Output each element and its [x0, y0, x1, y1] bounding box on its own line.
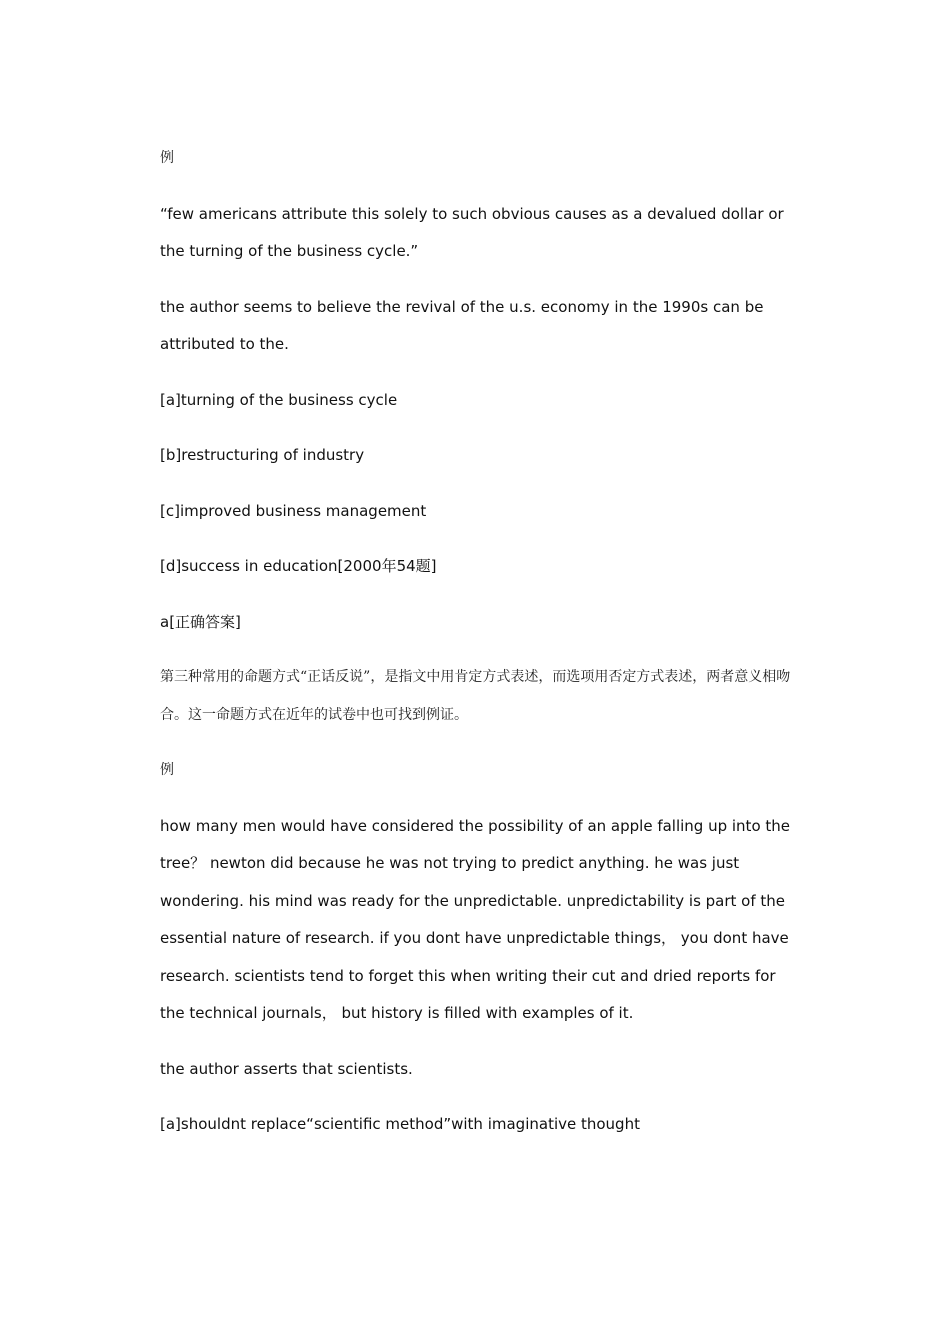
passage-paragraph: how many men would have considered the possibility of an apple falling up into the tree？ newton did because he was not trying to predict anything. he was just wondering. his mind was ready for the unpredictable. unpredictability is part of the essential nature of research. if you dont have unpredictable things， you dont have research. scientists tend to forget this when writing their cut and dried reports for the technical journals， but history is filled with examples of it. — [160, 816, 790, 1022]
quoted-sentence: “few americans attribute this solely to such obvious causes as a devalued dollar or the turning of the business cycle.” — [160, 204, 784, 260]
explanation-paragraph: 第三种常用的命题方式“正话反说”，是指文中用肯定方式表述，而选项用否定方式表述，两者意义相吻合。这一命题方式在近年的试卷中也可找到例证。 — [160, 669, 791, 723]
question-stem: the author seems to believe the revival of the u.s. economy in the 1990s can be attributed to the. — [160, 297, 764, 353]
option-b: [b]restructuring of industry — [160, 446, 365, 464]
option-a: [a]shouldnt replace“scientific method”with imaginative thought — [160, 1115, 640, 1133]
option-a: [a]turning of the business cycle — [160, 390, 398, 409]
example-label: 例 — [160, 150, 174, 166]
document-body — [160, 140, 800, 1144]
option-d: [d]success in education[2000年54题] — [160, 557, 437, 575]
question-stem: the author asserts that scientists. — [160, 1059, 413, 1078]
example-label: 例 — [160, 762, 174, 778]
answer-line: a[正确答案] — [160, 612, 241, 631]
option-c: [c]improved business management — [160, 501, 427, 520]
